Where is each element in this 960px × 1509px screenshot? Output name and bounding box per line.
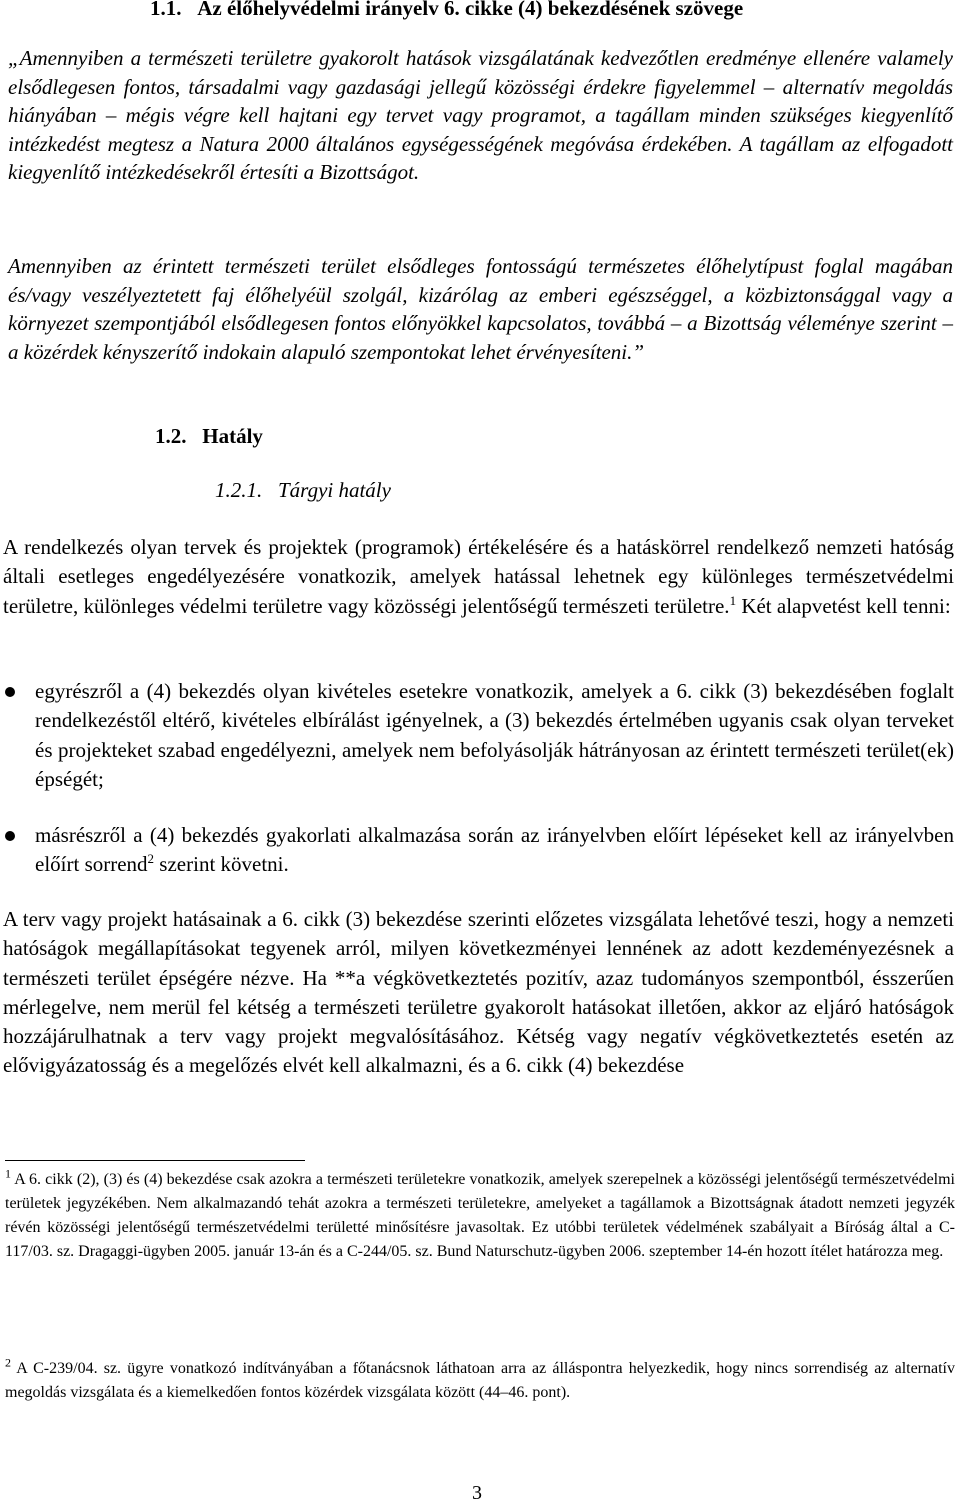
footnote-divider bbox=[5, 1160, 305, 1161]
bullet-icon bbox=[5, 687, 15, 697]
scope-paragraph bbox=[3, 533, 954, 621]
section-heading-1-1: 1.1. Az élőhelyvédelmi irányelv 6. cikke (4) bekezdésének szövege bbox=[150, 0, 744, 20]
footnote-ref-1[interactable]: 1 bbox=[729, 592, 737, 608]
bullet-item-1 bbox=[3, 677, 954, 794]
footnote-2-text: A C-239/04. sz. ügyre vonatkozó indítványában a főtanácsnok láthatoan arra az álláspontra helyezkedik, hogy nincs sorrendiség az alternatív megoldás vizsgálata és a kiemelkedően fontos közérdek vizsgálata között (44–46. pont). bbox=[5, 1360, 955, 1401]
assessment-paragraph: A terv vagy projekt hatásainak a 6. cikk (3) bekezdése szerinti előzetes vizsgálata lehetővé teszi, hogy a nemzeti hatóságok megállapításokat tegyenek arról, milyen következményei lennének az adott kezdeményezésnek a természeti terület épségére nézve. Ha **a végkövetkeztetés pozitív, azaz tudományos szempontból, ésszerűen mérlegelve, nem merül fel kétség a természeti területre gyakorolt hatásokat illetően, akkor az eljáró hatóságok hozzájárulhatnak a terv vagy projekt megvalósításához. Kétség vagy negatív végkövetkeztetés esetén az elővigyázatosság és a megelőzés elvét kell alkalmazni, és a 6. cikk (4) bekezdése bbox=[3, 907, 954, 1078]
footnote-2-number: 2 bbox=[5, 1355, 11, 1370]
footnote-2 bbox=[5, 1357, 955, 1405]
bullet-item-1-text: egyrészről a (4) bekezdés olyan kivételes esetekre vonatkozik, amelyek a 6. cikk (3) bekezdésében foglalt rendelkezéstől eltérő, kivételes elbírálást igényelnek, a (3) bekezdés értelmében ugyanis csak olyan terveket és projekteket szabad engedélyezni, amelyek nem befolyásolják hátrányosan az érintett természeti terület(ek) épségét; bbox=[35, 679, 954, 791]
bullet-icon bbox=[5, 831, 15, 841]
bullet-item-2-body: másrészről a (4) bekezdés gyakorlati alkalmazása során az irányelvben előírt lépéseket kell az irányelvben előírt sorrend bbox=[35, 823, 954, 877]
footnote-1-text: A 6. cikk (2), (3) és (4) bekezdése csak azokra a természeti területekre vonatkozik, amelyek szerepelnek a közösségi jelentőségű természetvédelmi területek jegyzékében. Nem alkalmazandó tehát azokra a természeti területekre, amelyeket a tagállamok a Bizottságnak átadott nemzeti jegyzék révén közösségi jelentőségű természetvédelmi területté minősítésre javasoltak. Ez utóbbi területek védelmének szabályait a Bíróság által a C-117/03. sz. Dragaggi-ügyben 2005. január 13-án és a C-244/05. sz. Bund Naturschutz-ügyben 2006. szeptember 14-én hozott ítélet határozza meg. bbox=[5, 1171, 955, 1260]
scope-paragraph-text: A rendelkezés olyan tervek és projektek (programok) értékelésére és a hatáskörrel rendelkező nemzeti hatóság általi esetleges engedélyezésére vonatkozik, amelyek hatással lehetnek egy különleges természetvédelmi területre, különleges védelmi területre vagy közösségi jelentőségű természeti területre. bbox=[3, 535, 954, 618]
quote-paragraph-2: Amennyiben az érintett természeti terület elsődleges fontosságú természetes élőhelytípust foglal magában és/vagy veszélyeztetett faj élőhelyéül szolgál, kizárólag az emberi egészséggel, a közbiztonsággal vagy a környezet szempontjából elsődlegesen fontos előnyökkel kapcsolatos, továbbá – a Bizottság véleménye szerint – a közérdek kényszerítő indokain alapuló szempontokat lehet érvényesíteni.” bbox=[8, 254, 953, 364]
bullet-item-2-tail: szerint követni. bbox=[154, 852, 289, 877]
footnote-ref-2[interactable]: 2 bbox=[147, 851, 155, 867]
footnote-1 bbox=[5, 1168, 955, 1264]
section-heading-1-2-1: 1.2.1. Tárgyi hatály bbox=[215, 478, 391, 502]
bullet-item-2-text bbox=[35, 821, 954, 880]
section-heading-1-2: 1.2. Hatály bbox=[155, 424, 263, 448]
page-number: 3 bbox=[472, 1482, 482, 1504]
bullet-item-2 bbox=[3, 821, 954, 880]
footnote-1-number: 1 bbox=[5, 1166, 11, 1181]
scope-paragraph-tail: Két alapvetést kell tenni: bbox=[736, 593, 951, 618]
quote-paragraph-1: „Amennyiben a természeti területre gyakorolt hatások vizsgálatának kedvezőtlen eredménye ellenére valamely elsődlegesen fontos, társadalmi vagy gazdasági jellegű közösségi érdekre figyelemmel – alternatív megoldás hiányában – mégis végre kell hajtani egy tervet vagy programot, a tagállam minden szükséges kiegyenlítő intézkedést megtesz a Natura 2000 általános egységességének megóvása érdekében. A tagállam az elfogadott kiegyenlítő intézkedésekről értesíti a Bizottságot. bbox=[8, 46, 953, 185]
